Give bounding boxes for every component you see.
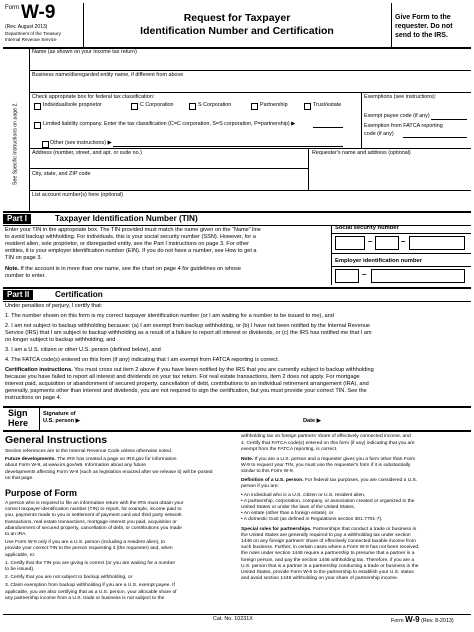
general-instructions-right: withholding tax on foreign partners' share of effectively connected income, and 4. Certify that FATCA code(s) entered on this form (if any) indicating that you are exempt from the FATCA reporting, is correct. Note. If you are a U.S. person and a requester gives you a form other than Form W-9 to request your TIN, you must use the requester's form if it is substantially similar to this Form W-9. Definition of a U.S. person. For federal tax purposes, you are considered a U.S. person if you are: • An individual who is a U.S. citizen or U.S. resident alien, • A partnership, corporation, company, or association created or organized in the United States or under the laws of the United States, • An estate (other than a foreign estate), or • A domestic trust (as defined in Regulations section 301.7701-7). Special rules for partnerships. Partnerships that conduct a trade or business in the United States are generally required to pay a withholding tax under section 1446 on any foreign partners' share of effectively connected taxable income from such business. Further, in certain cases where a Form W-9 has not been received, the rules under section 1446 require a partnership to presume that a partner is a foreign person, and pay the section 1446 withholding tax. Therefore, if you are a U.S. person that is a partner in a partnership conducting a trade or business in the United States, provide Form W-9 to the partnership to establish your U.S. status and avoid section 1446 withholding on your share of partnership income. <box>241 434 420 582</box>
footer-form-label: Form <box>391 618 404 624</box>
address-label: Address (number, street, and apt. or suite no.) <box>32 150 142 156</box>
checkbox-other[interactable] <box>42 141 49 148</box>
ssn-dash-2: – <box>401 237 406 246</box>
llc-classification-input[interactable] <box>313 127 343 128</box>
sign-label: Sign <box>8 408 28 418</box>
option-individual: Individual/sole proprietor <box>43 102 102 108</box>
signature-label-line1: Signature of <box>43 411 76 417</box>
give-form-line3: send to the IRS. <box>395 32 448 39</box>
rule-address <box>30 168 308 169</box>
checkbox-c-corporation[interactable] <box>131 103 138 110</box>
rule-ssn <box>331 233 471 234</box>
exemptions-divider <box>361 92 362 148</box>
header-divider-left <box>83 3 84 47</box>
signature-field[interactable] <box>89 413 299 427</box>
exemptions-label: Exemptions (see instructions): <box>364 94 437 100</box>
form-revision: (Rev. August 2013) <box>5 24 48 30</box>
side-label <box>3 49 27 211</box>
see-instructions-label: See Specific Instructions on page 2. <box>12 102 19 185</box>
catalog-number: Cat. No. 10231X <box>213 616 253 622</box>
form-title-line1: Request for Taxpayer <box>183 12 291 24</box>
rule-ssn-bottom <box>331 253 471 254</box>
ein-label: Employer identification number <box>335 258 422 264</box>
ssn-dash-1: – <box>368 237 373 246</box>
part2-title: Certification <box>55 290 103 299</box>
ssn-box-serial <box>409 236 465 250</box>
ssn-box-area <box>335 236 365 250</box>
classification-label: Check appropriate box for federal tax classification: <box>32 94 155 100</box>
fatca-label-line2: code (if any) <box>364 131 394 137</box>
purpose-of-form-text: A person who is required to file an information return with the IRS must obtain your correct taxpayer identification number (TIN) to report, for example, income paid to you, payments made to you in settlement of payment card and third party network transactions, real estate transactions, mortgage interest you paid, acquisition or abandonment of secured property, cancellation of debt, or contributions you made to an IRA. Use Form W-9 only if you are a U.S. person (including a resident alien), to provide your correct TIN to the person requesting it (the requester) and, when applicable, to: 1. Certify that the TIN you are giving is correct (or you are waiting for a number to be issued), 2. Certify that you are not subject to backup withholding, or 3. Claim exemption from backup withholding if you are a U.S. exempt payee. If applicable, you are also certifying that as a U.S. person, your allocable share of any partnership income from a U.S. trade or business is not subject to the <box>5 501 184 601</box>
date-label: Date ▶ <box>303 418 321 424</box>
business-name-field[interactable] <box>30 79 471 91</box>
name-field[interactable] <box>30 56 471 69</box>
address-field[interactable] <box>30 157 308 167</box>
rule-sign <box>3 430 471 432</box>
sign-divider <box>39 407 40 430</box>
give-form-line2: requester. Do not <box>395 23 453 30</box>
ssn-label: Social security number <box>335 225 399 231</box>
other-label: Other (see instructions) ▶ <box>50 140 112 146</box>
rule-part2 <box>3 301 471 302</box>
ein-box-number <box>371 269 465 283</box>
part1-note: Note. If the account is in more than one name, see the chart on page 4 for guidelines on whose number to enter. <box>5 266 242 279</box>
option-trust-estate: Trust/estate <box>313 102 342 108</box>
rule-classification <box>30 148 471 149</box>
part1-instructions: Enter your TIN in the appropriate box. The TIN provided must match the name given on the “Name” line to avoid backup withholding. For individuals, this is your social security number (SSN). However, for a resident alien, sole proprietor, or disregarded entity, see the Part I instructions on page 3. For other entities, it is your employer identification number (EIN). If you do not have a number, see How to get a TIN on page 3. <box>5 227 261 261</box>
footer-revision: (Rev. 8-2013) <box>421 618 454 624</box>
ssn-box-group <box>375 236 399 250</box>
option-c-corporation: C Corporation <box>140 102 174 108</box>
option-s-corporation: S Corporation <box>198 102 232 108</box>
part1-title: Taxpayer Identification Number (TIN) <box>55 214 198 223</box>
header-divider-right <box>391 3 392 47</box>
treasury-dept: Department of the Treasury <box>5 31 61 36</box>
w9-form <box>3 3 471 626</box>
form-label: Form <box>5 5 19 11</box>
general-instructions-left: Section references are to the Internal Revenue Code unless otherwise noted. Future developments. The IRS has created a page on IRS.gov for information about Form W-9, at www.irs.gov/w9. Information about any future developments affecting Form W-9 (such as legislation enacted after we release it) will be posted on that page. <box>5 449 213 481</box>
rule-part1-end <box>3 287 471 289</box>
rule-business <box>30 92 471 93</box>
checkbox-trust-estate[interactable] <box>304 103 311 110</box>
other-input[interactable] <box>113 146 343 147</box>
form-number: W-9 <box>21 2 56 23</box>
rule-ein <box>331 266 471 267</box>
part2-badge: Part II <box>3 290 33 300</box>
general-instructions-title: General Instructions <box>5 434 108 446</box>
here-label: Here <box>8 418 29 428</box>
accounts-field[interactable] <box>30 199 471 210</box>
option-partnership: Partnership <box>260 102 288 108</box>
rule-city <box>30 190 471 191</box>
rule-part1 <box>3 225 471 226</box>
tin-divider <box>331 225 332 285</box>
certification-list: Under penalties of perjury, I certify that: 1. The number shown on this form is my correct taxpayer identification number (or I am waiting for a number to be issued to me), and 2. I am not subject to backup withholding because: (a) I am exempt from backup withholding, or (b) I have not been notified by the Internal Revenue Service (IRS) that I am subject to backup withholding as a result of a failure to report all interest or dividends, or (c) the IRS has notified me that I am no longer subject to backup withholding, and 3. I am a U.S. citizen or other U.S. person (defined below), and 4. The FATCA code(s) entered on this form (if any) indicating that I am exempt from FATCA reporting is correct. Certification instructions. You must cross out item 2 above if you have been notified by the IRS that you are currently subject to backup withholding because you have failed to report all interest and dividends on your tax return. For real estate transactions, item 2 does not apply. For mortgage interest paid, acquisition or abandonment of secured property, cancellation of debt, contributions to an individual retirement arrangement (IRA), and generally, payments other than interest and dividends, you are not required to sign the certification, but you must provide your correct TIN. See the instructions on page 4. <box>5 303 374 401</box>
checkbox-s-corporation[interactable] <box>189 103 196 110</box>
part1-badge: Part I <box>3 214 31 224</box>
give-form-line1: Give Form to the <box>395 14 451 21</box>
checkbox-partnership[interactable] <box>251 103 258 110</box>
purpose-of-form-title: Purpose of Form <box>5 488 78 498</box>
exempt-payee-label: Exempt payee code (if any) <box>364 113 430 119</box>
ein-input[interactable] <box>335 269 465 283</box>
date-field[interactable] <box>329 413 469 427</box>
business-name-label: Business name/disregarded entity name, if different from above <box>32 72 184 78</box>
ssn-input[interactable] <box>335 236 465 250</box>
name-label: Name (as shown on your income tax return) <box>32 49 137 55</box>
llc-label: Limited liability company. Enter the tax classification (C=C corporation, S=S corporation, P=partnership) ▶ <box>43 121 296 127</box>
form-title-line2: Identification Number and Certification <box>140 25 334 37</box>
rule-part2-end <box>3 406 471 408</box>
footer-form-id <box>391 615 454 624</box>
ein-dash: – <box>362 270 367 279</box>
irs-label: Internal Revenue Service <box>5 37 57 42</box>
requester-field[interactable] <box>309 157 471 189</box>
rule-accounts <box>3 211 471 213</box>
accounts-label: List account number(s) here (optional) <box>32 192 124 198</box>
footer-form-number: W-9 <box>405 615 420 624</box>
fatca-code-input[interactable] <box>403 137 467 138</box>
city-field[interactable] <box>30 178 308 189</box>
requester-label: Requester's name and address (optional) <box>312 150 411 156</box>
fatca-label-line1: Exemption from FATCA reporting <box>364 123 443 129</box>
rule-name <box>30 70 471 71</box>
signature-label-line2: U.S. person ▶ <box>43 418 80 424</box>
checkbox-llc[interactable] <box>34 122 41 129</box>
checkbox-individual[interactable] <box>34 103 41 110</box>
exempt-payee-input[interactable] <box>431 119 467 120</box>
city-label: City, state, and ZIP code <box>32 171 91 177</box>
ein-box-prefix <box>335 269 359 283</box>
